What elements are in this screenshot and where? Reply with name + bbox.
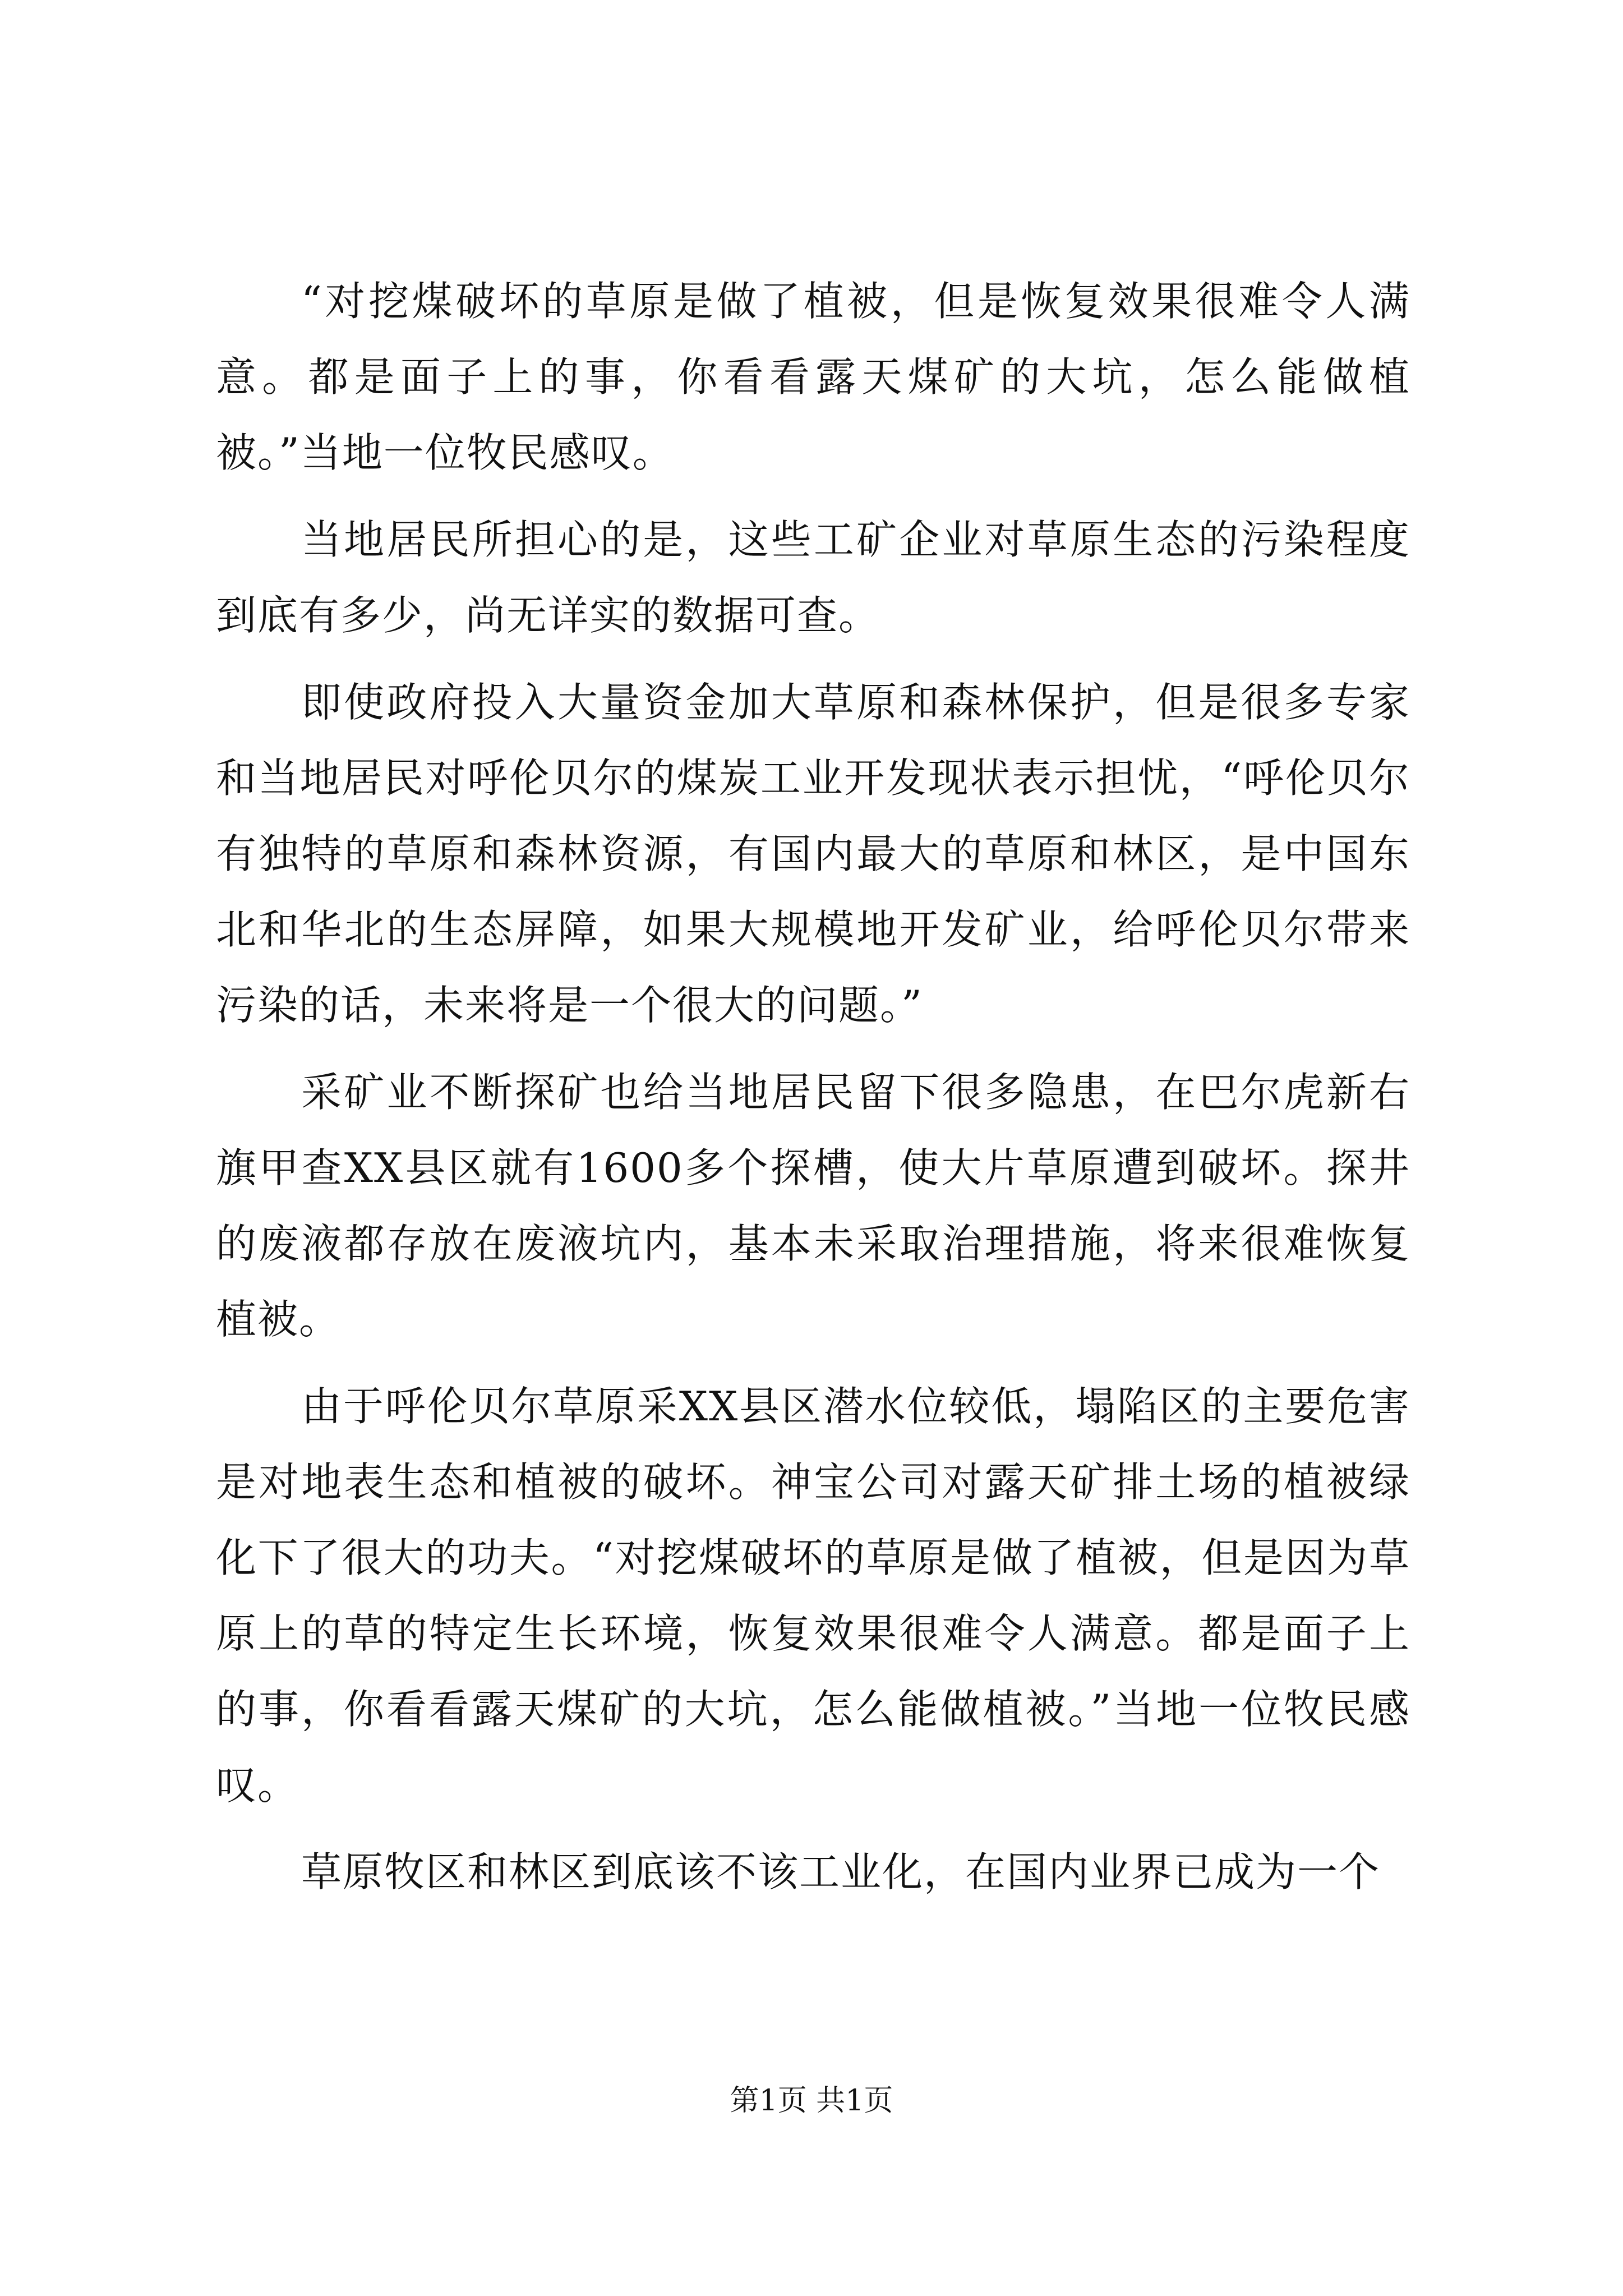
paragraph: 当地居民所担心的是，这些工矿企业对草原生态的污染程度到底有多少，尚无详实的数据可查。 <box>216 516 1410 639</box>
paragraph: “对挖煤破坏的草原是做了植被，但是恢复效果很难令人满意。都是面子上的事，你看看露天煤矿的大坑，怎么能做植被。”当地一位牧民感叹。 <box>216 278 1410 476</box>
paragraph: 草原牧区和林区到底该不该工业化，在国内业界已成为一个 <box>301 1848 1381 1895</box>
page-footer: 第1页 共1页 <box>730 2084 893 2118</box>
document-body <box>216 264 1410 1921</box>
paragraph: 即使政府投入大量资金加大草原和森林保护，但是很多专家和当地居民对呼伦贝尔的煤炭工业开发现状表示担忧，“呼伦贝尔有独特的草原和森林资源，有国内最大的草原和林区，是中国东北和华北的生态屏障，如果大规模地开发矿业，给呼伦贝尔带来污染的话，未来将是一个很大的问题。” <box>216 679 1410 1029</box>
paragraph: 由于呼伦贝尔草原采XX县区潜水位较低，塌陷区的主要危害是对地表生态和植被的破坏。神宝公司对露天矿排土场的植被绿化下了很大的功夫。“对挖煤破坏的草原是做了植被，但是因为草原上的草的特定生长环境，恢复效果很难令人满意。都是面子上的事，你看看露天煤矿的大坑，怎么能做植被。”当地一位牧民感叹。 <box>216 1383 1410 1809</box>
paragraph: 采矿业不断探矿也给当地居民留下很多隐患，在巴尔虎新右旗甲查XX县区就有1600多个探槽，使大片草原遭到破坏。探井的废液都存放在废液坑内，基本未采取治理措施，将来很难恢复植被。 <box>216 1069 1410 1343</box>
